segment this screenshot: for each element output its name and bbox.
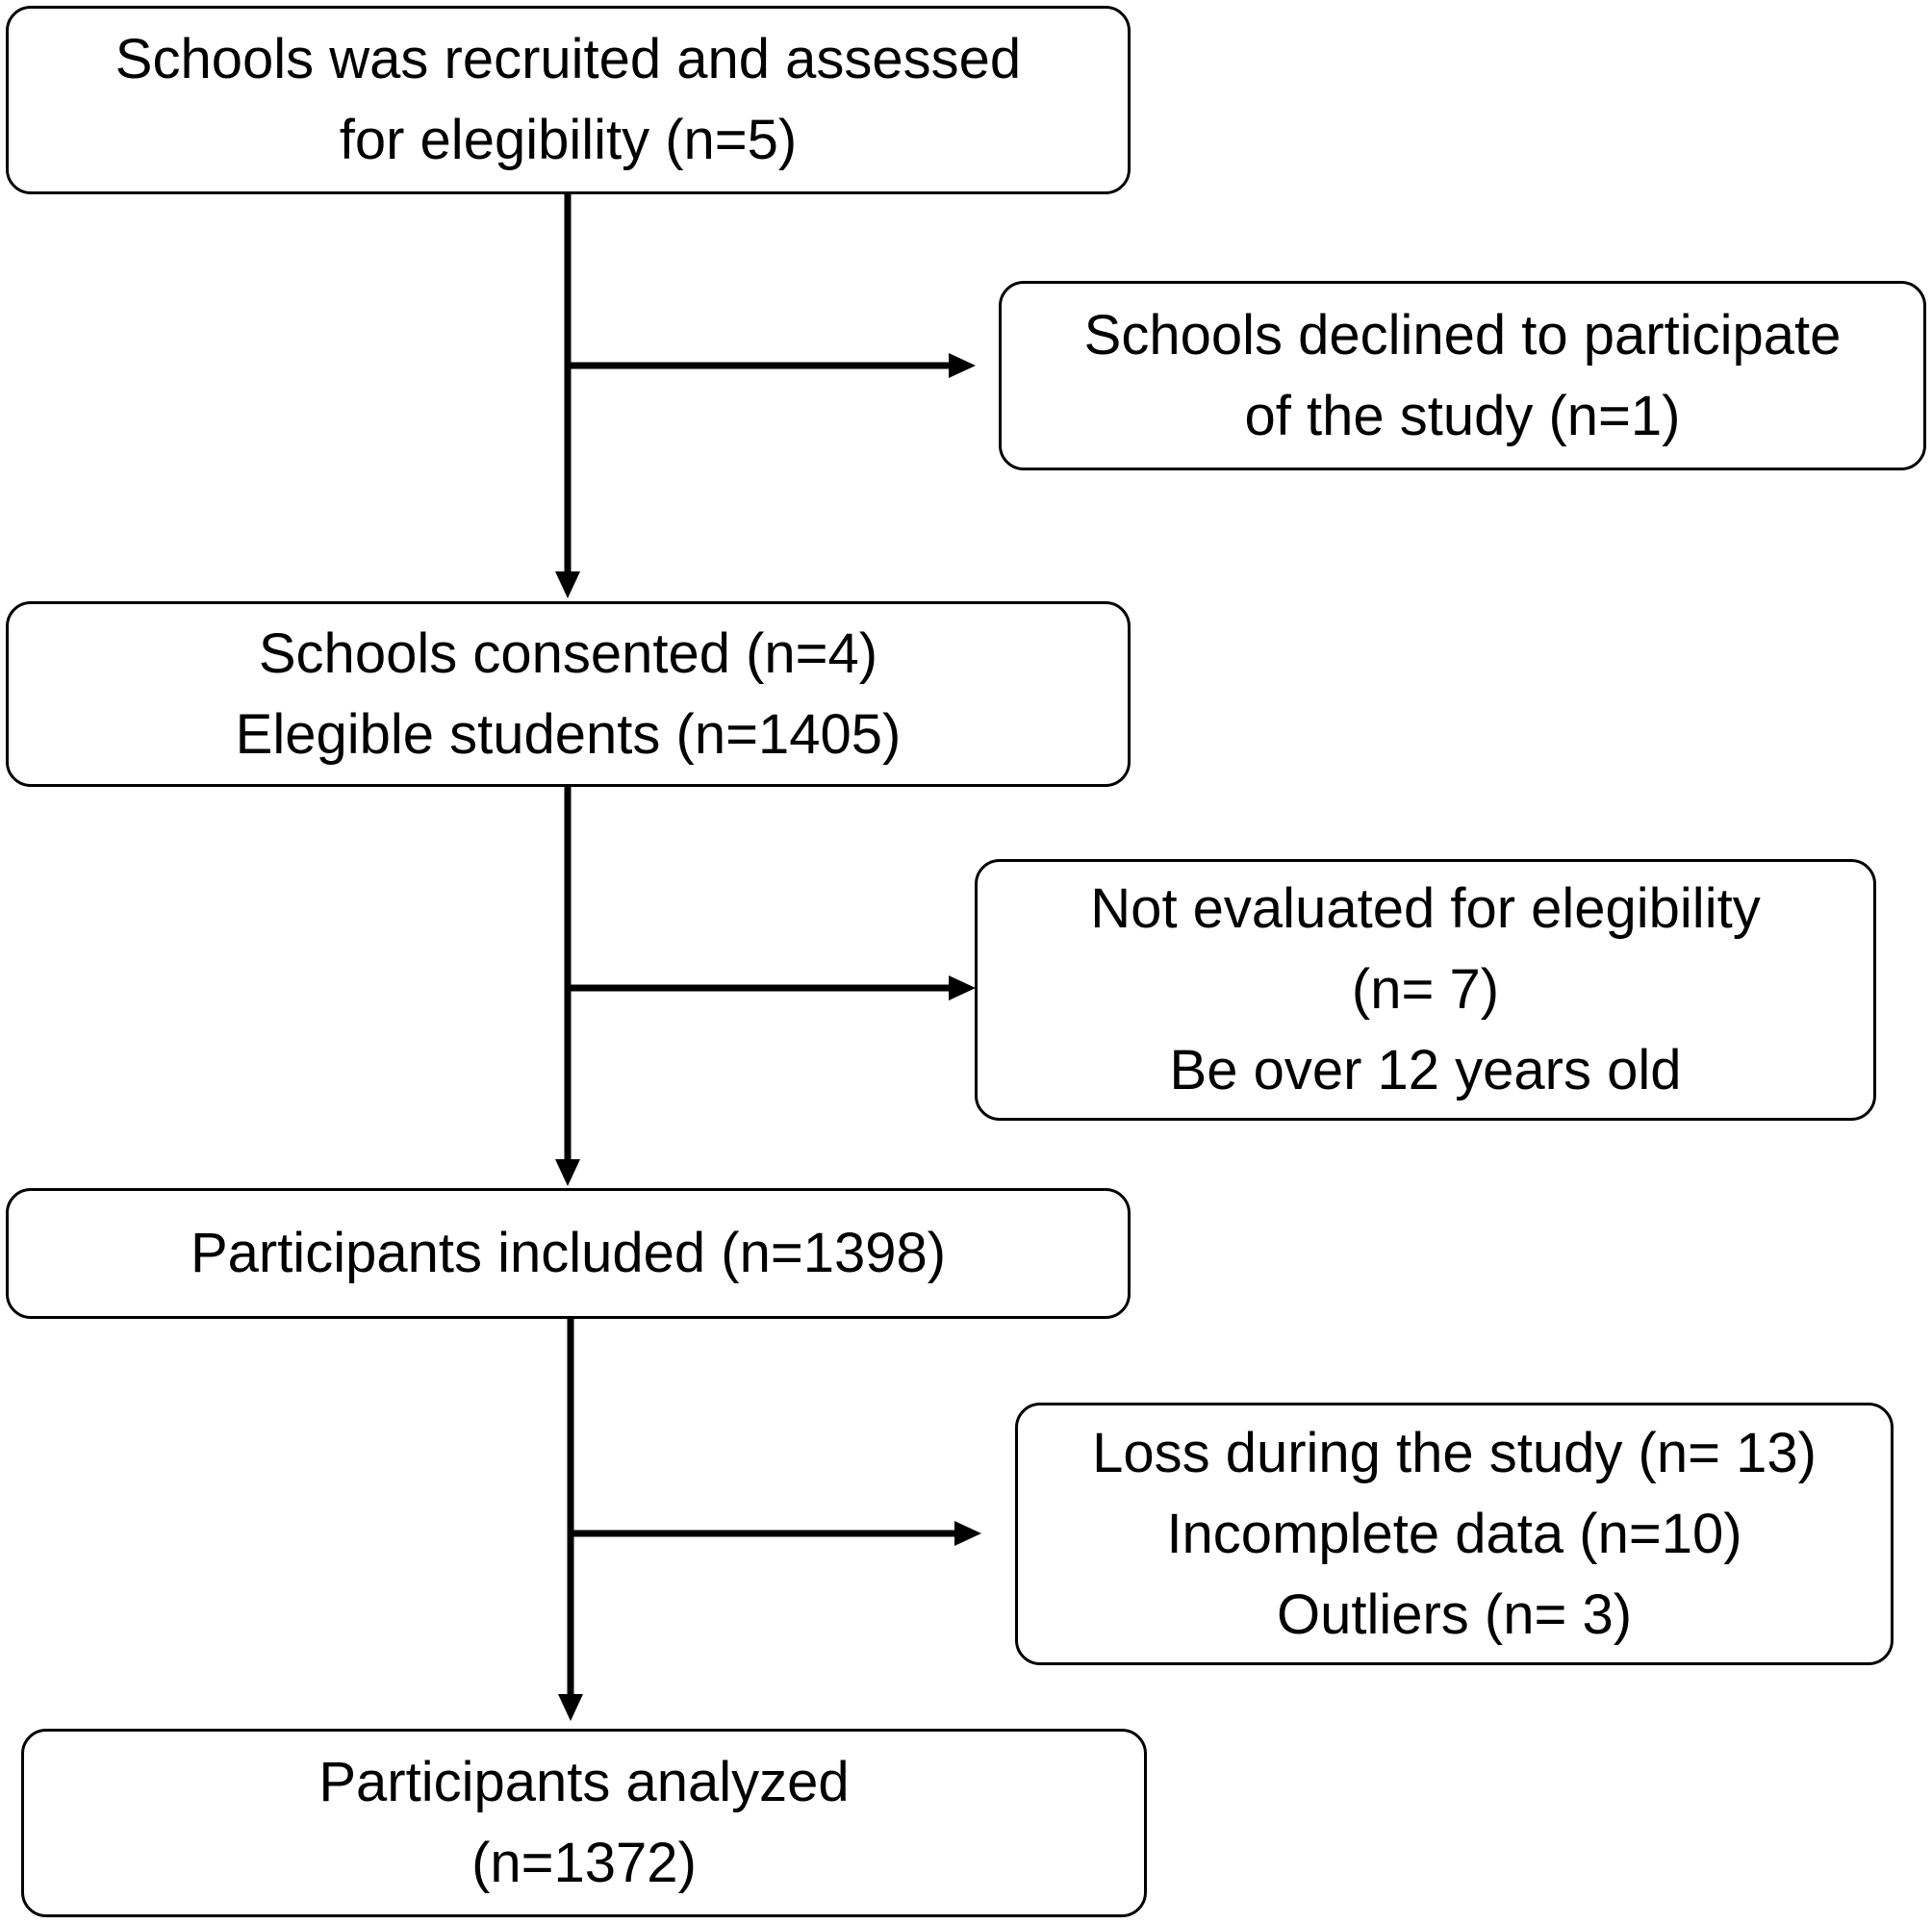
step-analyzed-box [21, 1729, 1147, 1917]
step-analyzed-line-2: (n=1372) [471, 1832, 697, 1894]
exclusion-not-evaluated-line-3: Be over 12 years old [1169, 1039, 1682, 1101]
step-included-line-1: Participants included (n=1398) [190, 1222, 947, 1284]
step-consented-box [6, 601, 1131, 787]
step-recruited-box [6, 6, 1131, 194]
arrowhead-to-loss [954, 1521, 981, 1546]
step-recruited-line-2: for elegibility (n=5) [339, 109, 798, 171]
arrowhead-to-not-evaluated [949, 975, 976, 1000]
exclusion-loss-line-3: Outliers (n= 3) [1276, 1582, 1633, 1646]
step-included-box [6, 1188, 1131, 1319]
step-consented-line-1: Schools consented (n=4) [258, 621, 878, 685]
step-recruited-line-1: Schools was recruited and assessed [114, 28, 1022, 90]
exclusion-loss-box [1015, 1403, 1894, 1665]
exclusion-declined-line-1: Schools declined to participate [1083, 303, 1842, 367]
arrowhead-included-to-analyzed [558, 1694, 583, 1721]
exclusion-loss-line-2: Incomplete data (n=10) [1166, 1502, 1742, 1565]
arrowhead-recruited-to-consented [555, 571, 580, 598]
exclusion-not-evaluated-line-1: Not evaluated for elegibility [1090, 877, 1761, 940]
exclusion-declined-line-2: of the study (n=1) [1244, 384, 1681, 447]
exclusion-not-evaluated-box [975, 859, 1876, 1121]
arrowhead-consented-to-included [555, 1159, 580, 1186]
exclusion-declined-box [999, 281, 1926, 470]
exclusion-loss-line-1: Loss during the study (n= 13) [1092, 1421, 1817, 1484]
step-consented-line-2: Elegible students (n=1405) [235, 702, 902, 766]
exclusion-not-evaluated-line-2: (n= 7) [1351, 958, 1500, 1021]
arrowhead-to-declined [949, 353, 976, 378]
step-analyzed-line-1: Participants analyzed [318, 1751, 850, 1813]
